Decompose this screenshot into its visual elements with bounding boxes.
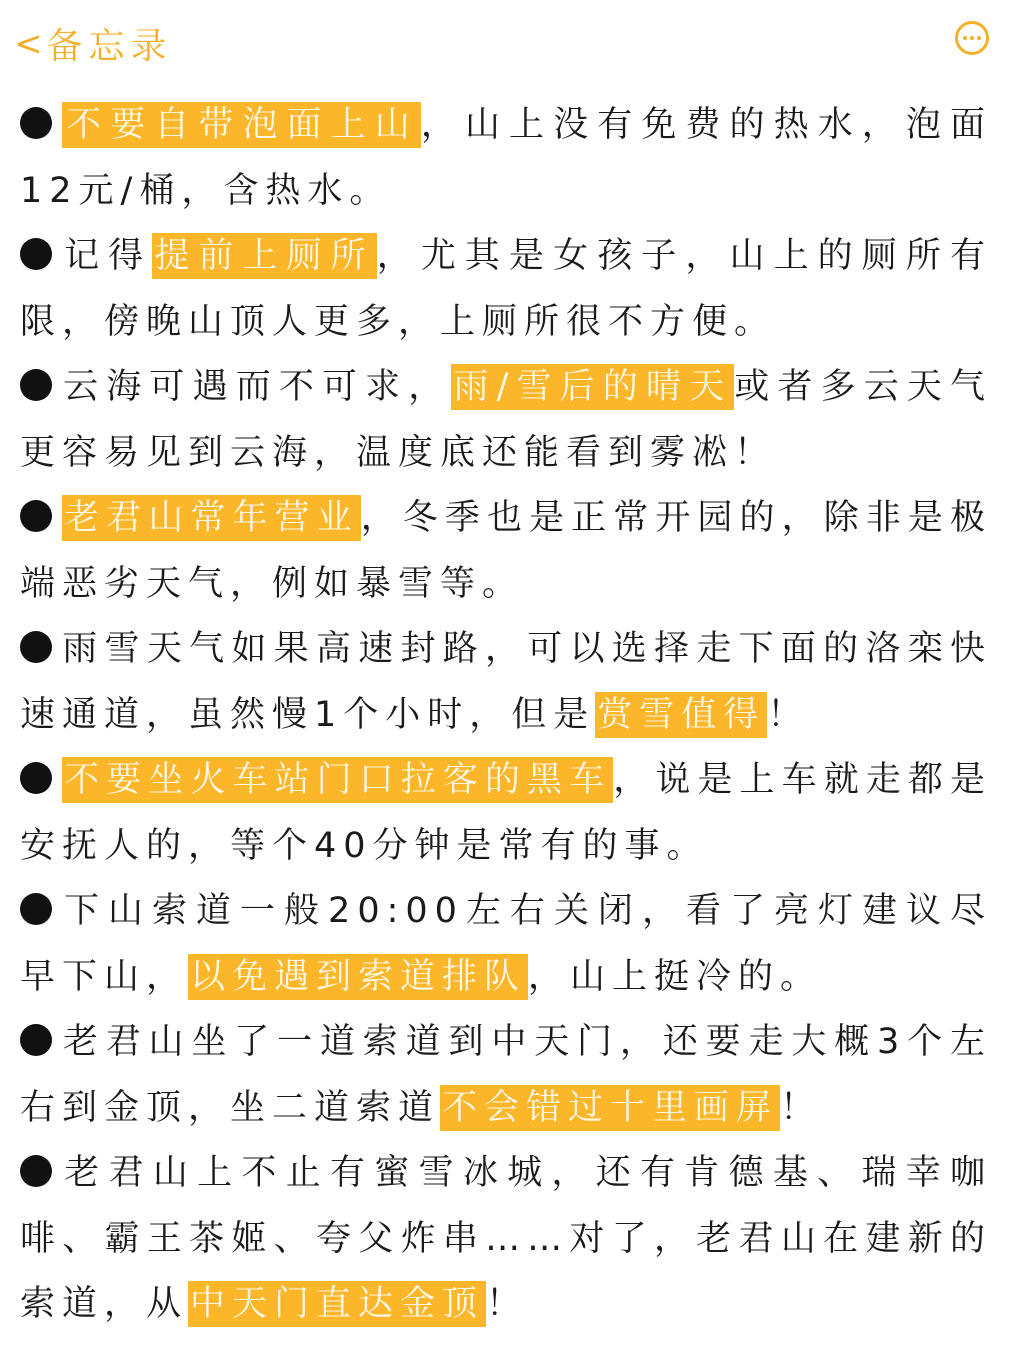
- bullet-dot-icon: [20, 893, 52, 925]
- paragraph-text: 老君山坐了一道索道到中天门，还要走大概3个左右到金顶，坐二道索道: [20, 1022, 992, 1128]
- bullet-dot-icon: [20, 1024, 52, 1056]
- note-paragraph: [20, 1141, 992, 1338]
- note-paragraph: [20, 748, 992, 879]
- bullet-dot-icon: [20, 500, 52, 532]
- back-label: 备忘录: [46, 26, 173, 67]
- highlighted-text: 以免遇到索道排队: [188, 954, 528, 1000]
- highlighted-text: 雨/雪后的晴天: [451, 364, 734, 410]
- bullet-dot-icon: [20, 369, 52, 401]
- note-paragraph: [20, 355, 992, 486]
- more-options-icon[interactable]: [955, 21, 989, 55]
- note-paragraph: [20, 617, 992, 748]
- note-paragraph: [20, 1010, 992, 1141]
- chevron-left-icon: <: [14, 23, 43, 64]
- back-button[interactable]: [14, 18, 173, 69]
- highlighted-text: 不要自带泡面上山: [62, 102, 421, 148]
- bullet-dot-icon: [20, 107, 52, 139]
- paragraph-text: 雨雪天气如果高速封路，可以选择走下面的洛栾快速通道，虽然慢1个小时，但是: [20, 629, 992, 735]
- note-body: [20, 93, 992, 1338]
- paragraph-text: ，山上没有免费的热水，泡面12元/桶，含热水。: [20, 105, 992, 211]
- paragraph-text: 老君山上不止有蜜雪冰城，还有肯德基、瑞幸咖啡、霸王茶姬、夸父炸串……对了，老君山在建新的索道，从: [20, 1153, 992, 1324]
- paragraph-text: ，冬季也是正常开园的，除非是极端恶劣天气，例如暴雪等。: [20, 498, 992, 604]
- paragraph-text: 记得: [62, 236, 153, 276]
- highlighted-text: 老君山常年营业: [62, 495, 361, 541]
- note-paragraph: [20, 93, 992, 224]
- highlighted-text: 不会错过十里画屏: [440, 1085, 780, 1131]
- dot: [977, 36, 981, 40]
- paragraph-text: ！: [780, 1087, 823, 1128]
- bullet-dot-icon: [20, 762, 52, 794]
- highlighted-text: 赏雪值得: [595, 692, 767, 738]
- paragraph-text: ，山上挺冷的。: [528, 956, 823, 997]
- bullet-dot-icon: [20, 1155, 52, 1187]
- dot: [963, 36, 967, 40]
- bullet-dot-icon: [20, 631, 52, 663]
- nav-header: [0, 0, 1029, 86]
- paragraph-text: 或者多云天气更容易见到云海，温度底还能看到雾凇！: [20, 367, 992, 473]
- note-paragraph: [20, 224, 992, 355]
- highlighted-text: 中天门直达金顶: [188, 1281, 486, 1327]
- highlighted-text: 不要坐火车站门口拉客的黑车: [62, 757, 613, 803]
- note-paragraph: [20, 879, 992, 1010]
- paragraph-text: 云海可遇而不可求，: [62, 367, 452, 407]
- highlighted-text: 提前上厕所: [152, 233, 376, 279]
- paragraph-text: ！: [767, 694, 810, 735]
- paragraph-text: ，说是上车就走都是安抚人的，等个40分钟是常有的事。: [20, 760, 992, 866]
- dot: [970, 36, 974, 40]
- bullet-dot-icon: [20, 238, 52, 270]
- note-paragraph: [20, 486, 992, 617]
- paragraph-text: ，尤其是女孩子，山上的厕所有限，傍晚山顶人更多，上厕所很不方便。: [20, 236, 992, 342]
- paragraph-text: 下山索道一般20:00左右关闭，看了亮灯建议尽早下山，: [20, 891, 992, 997]
- paragraph-text: ！: [486, 1284, 529, 1324]
